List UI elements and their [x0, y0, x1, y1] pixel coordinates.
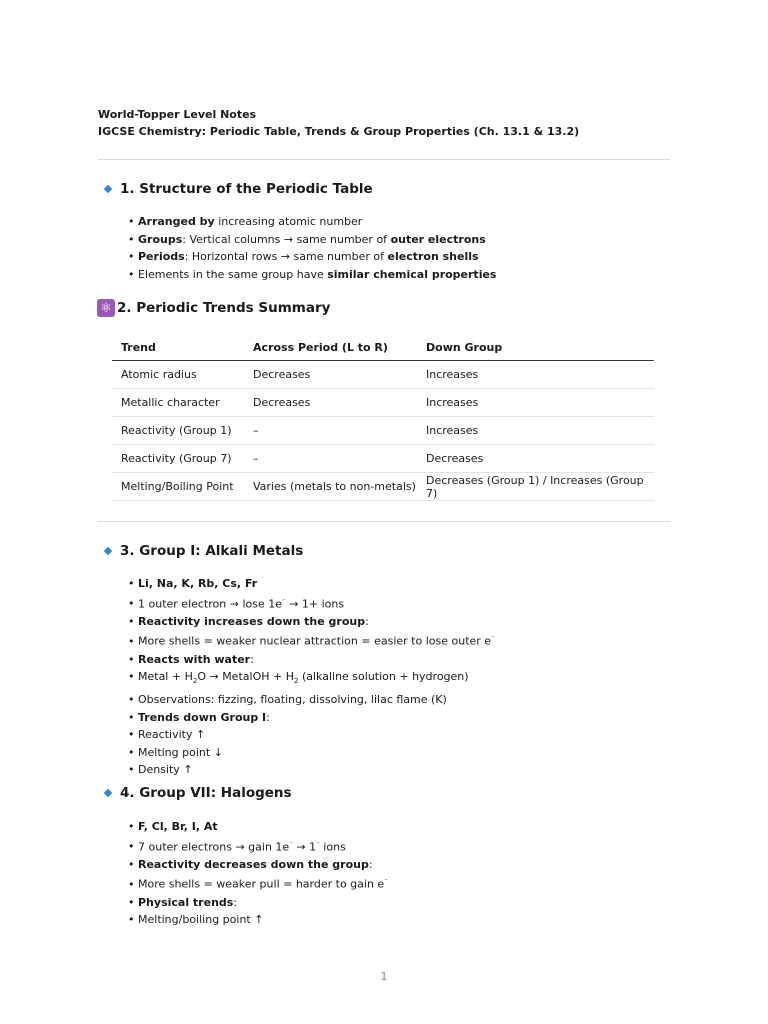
list-item: • 7 outer electrons → gain 1e⁻ → 1⁻ ions: [128, 836, 388, 856]
section-1-list: [128, 213, 496, 283]
section-3-list: [128, 575, 495, 779]
table-row: [112, 417, 654, 445]
list-item: • Reactivity ↑: [128, 726, 495, 744]
diamond-bullet-icon: [104, 185, 112, 193]
list-item: • Density ↑: [128, 761, 495, 779]
list-item: • More shells = weaker nuclear attraction = easier to lose outer e⁻: [128, 630, 495, 650]
diamond-bullet-icon: [104, 547, 112, 555]
table-cell: –: [244, 417, 417, 445]
section-4-list: [128, 818, 388, 929]
document-header: [98, 106, 579, 140]
table-cell: Decreases (Group 1) / Increases (Group 7): [417, 473, 654, 501]
list-item: • Li, Na, K, Rb, Cs, Fr: [128, 575, 495, 593]
atom-icon: ⚛: [97, 299, 115, 317]
list-item: • Reacts with water:: [128, 651, 495, 669]
table-cell: Decreases: [244, 389, 417, 417]
section-2-heading: ⚛ 2. Periodic Trends Summary: [104, 299, 330, 317]
list-item: • Reactivity increases down the group:: [128, 613, 495, 631]
list-item: • Metal + $H_2O$ → MetalOH + $H_2$ (alkaline solution + hydrogen): [128, 668, 495, 691]
table-cell: Atomic radius: [112, 361, 244, 389]
divider: [98, 159, 670, 160]
list-item: • Periods: Horizontal rows → same number of electron shells: [128, 248, 496, 266]
trends-table: [112, 334, 654, 501]
list-item: • Elements in the same group have similar chemical properties: [128, 266, 496, 284]
table-cell: Varies (metals to non-metals): [244, 473, 417, 501]
list-item: • Melting point ↓: [128, 744, 495, 762]
column-header: Across Period (L to R): [244, 334, 417, 361]
table-cell: Increases: [417, 361, 654, 389]
table-header-row: [112, 334, 654, 361]
section-4-heading: 4. Group VII: Halogens: [104, 785, 292, 801]
table-cell: Increases: [417, 417, 654, 445]
table-cell: Metallic character: [112, 389, 244, 417]
list-item: • Observations: fizzing, floating, dissolving, lilac flame (K): [128, 691, 495, 709]
list-item: • More shells = weaker pull = harder to gain e⁻: [128, 873, 388, 893]
column-header: Down Group: [417, 334, 654, 361]
section-1-heading: 1. Structure of the Periodic Table: [104, 181, 373, 197]
header-line-2: IGCSE Chemistry: Periodic Table, Trends & Group Properties (Ch. 13.1 & 13.2): [98, 125, 580, 138]
table-row: [112, 389, 654, 417]
list-item: • Trends down Group I:: [128, 709, 495, 727]
column-header: Trend: [112, 334, 244, 361]
list-item: • Groups: Vertical columns → same number of outer electrons: [128, 231, 496, 249]
divider: [98, 521, 670, 522]
table-row: [112, 361, 654, 389]
table-cell: Melting/Boiling Point: [112, 473, 244, 501]
diamond-bullet-icon: [104, 789, 112, 797]
table-row: [112, 445, 654, 473]
list-item: • Melting/boiling point ↑: [128, 911, 388, 929]
table-cell: Decreases: [244, 361, 417, 389]
table-cell: Increases: [417, 389, 654, 417]
table-cell: Reactivity (Group 1): [112, 417, 244, 445]
page-number: 1: [380, 970, 388, 983]
list-item: • F, Cl, Br, I, At: [128, 818, 388, 836]
section-3-heading: 3. Group I: Alkali Metals: [104, 543, 303, 559]
list-item: • 1 outer electron → lose 1e⁻ → 1+ ions: [128, 593, 495, 613]
list-item: • Arranged by increasing atomic number: [128, 213, 496, 231]
table-cell: Reactivity (Group 7): [112, 445, 244, 473]
list-item: • Physical trends:: [128, 894, 388, 912]
table-cell: –: [244, 445, 417, 473]
list-item: • Reactivity decreases down the group:: [128, 856, 388, 874]
table-row: [112, 473, 654, 501]
table-cell: Decreases: [417, 445, 654, 473]
header-line-1: World-Topper Level Notes: [98, 108, 257, 121]
